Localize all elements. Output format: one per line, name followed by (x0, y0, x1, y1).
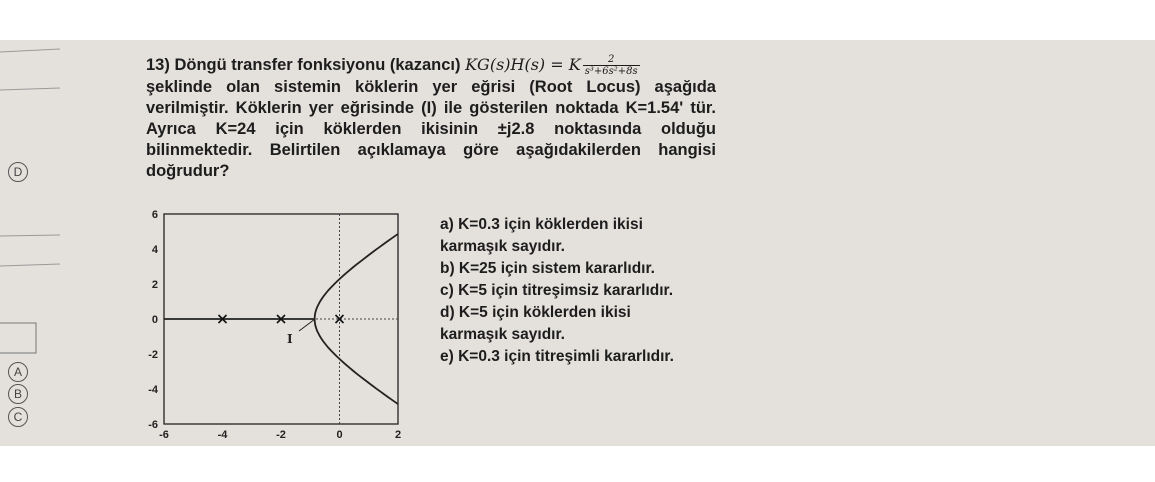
x-tick-label: -4 (217, 429, 228, 441)
locus-upper-branch (315, 206, 420, 319)
option-c[interactable]: c) K=5 için titreşimsiz kararlıdır. (440, 282, 674, 299)
y-tick-label: -4 (148, 384, 158, 396)
answer-mark-c: C (8, 407, 28, 427)
y-tick-label: 6 (151, 209, 158, 221)
root-locus-plot (135, 206, 420, 446)
margin-decoration (0, 40, 60, 446)
formula-numerator: 2 (583, 54, 640, 66)
question-intro: Döngü transfer fonksiyonu (kazancı) (174, 56, 461, 74)
x-tick-label: -6 (159, 429, 169, 441)
option-e[interactable]: e) K=0.3 için titreşimli kararlıdır. (440, 348, 674, 365)
point-i-label: I (287, 332, 293, 346)
answer-mark-b: B (8, 384, 28, 404)
formula-denominator: s³+6s²+8s (584, 66, 638, 77)
y-tick-label: -2 (148, 349, 158, 361)
formula-fraction (583, 54, 640, 77)
option-b[interactable]: b) K=25 için sistem kararlıdır. (440, 260, 655, 277)
x-tick-label: -2 (276, 429, 286, 441)
transfer-function (465, 54, 640, 77)
locus-lower-branch (315, 319, 420, 435)
formula-lhs: KG(s)H(s) = K (465, 55, 581, 74)
locus-branches (164, 206, 420, 435)
y-tick-label: 4 (151, 244, 158, 256)
option-d-line2: karmaşık sayıdır. (440, 326, 565, 343)
question-body: şeklinde olan sistemin köklerin yer eğrisi (Root Locus) aşağıda verilmiştir. Köklerin yer eğrisinde (I) ile gösterilen noktada K=1.54' tür. Ayrıca K=24 için köklerden ikisinin ±j2.8 noktasında olduğu bilinmektedir. Belirtilen açıklamaya göre aşağıdakilerden hangisi doğrudur? (146, 78, 716, 180)
option-d-line1[interactable]: d) K=5 için köklerden ikisi (440, 304, 631, 321)
answer-mark-a: A (8, 362, 28, 382)
question-text (146, 54, 716, 182)
point-i-leader (299, 319, 315, 331)
x-tick-labels (159, 429, 401, 441)
option-a-line1[interactable]: a) K=0.3 için köklerden ikisi (440, 216, 643, 233)
question-number: 13) (146, 56, 170, 74)
option-a-line2: karmaşık sayıdır. (440, 238, 565, 255)
answer-mark-d: D (8, 162, 28, 182)
y-tick-label: -6 (148, 419, 158, 431)
x-tick-label: 2 (394, 429, 402, 441)
x-tick-label: 0 (336, 429, 343, 441)
y-tick-label: 0 (151, 314, 158, 326)
y-tick-label: 2 (151, 279, 158, 291)
y-tick-labels (148, 209, 159, 431)
paper-sheet (0, 40, 1155, 446)
answer-options (440, 214, 674, 368)
